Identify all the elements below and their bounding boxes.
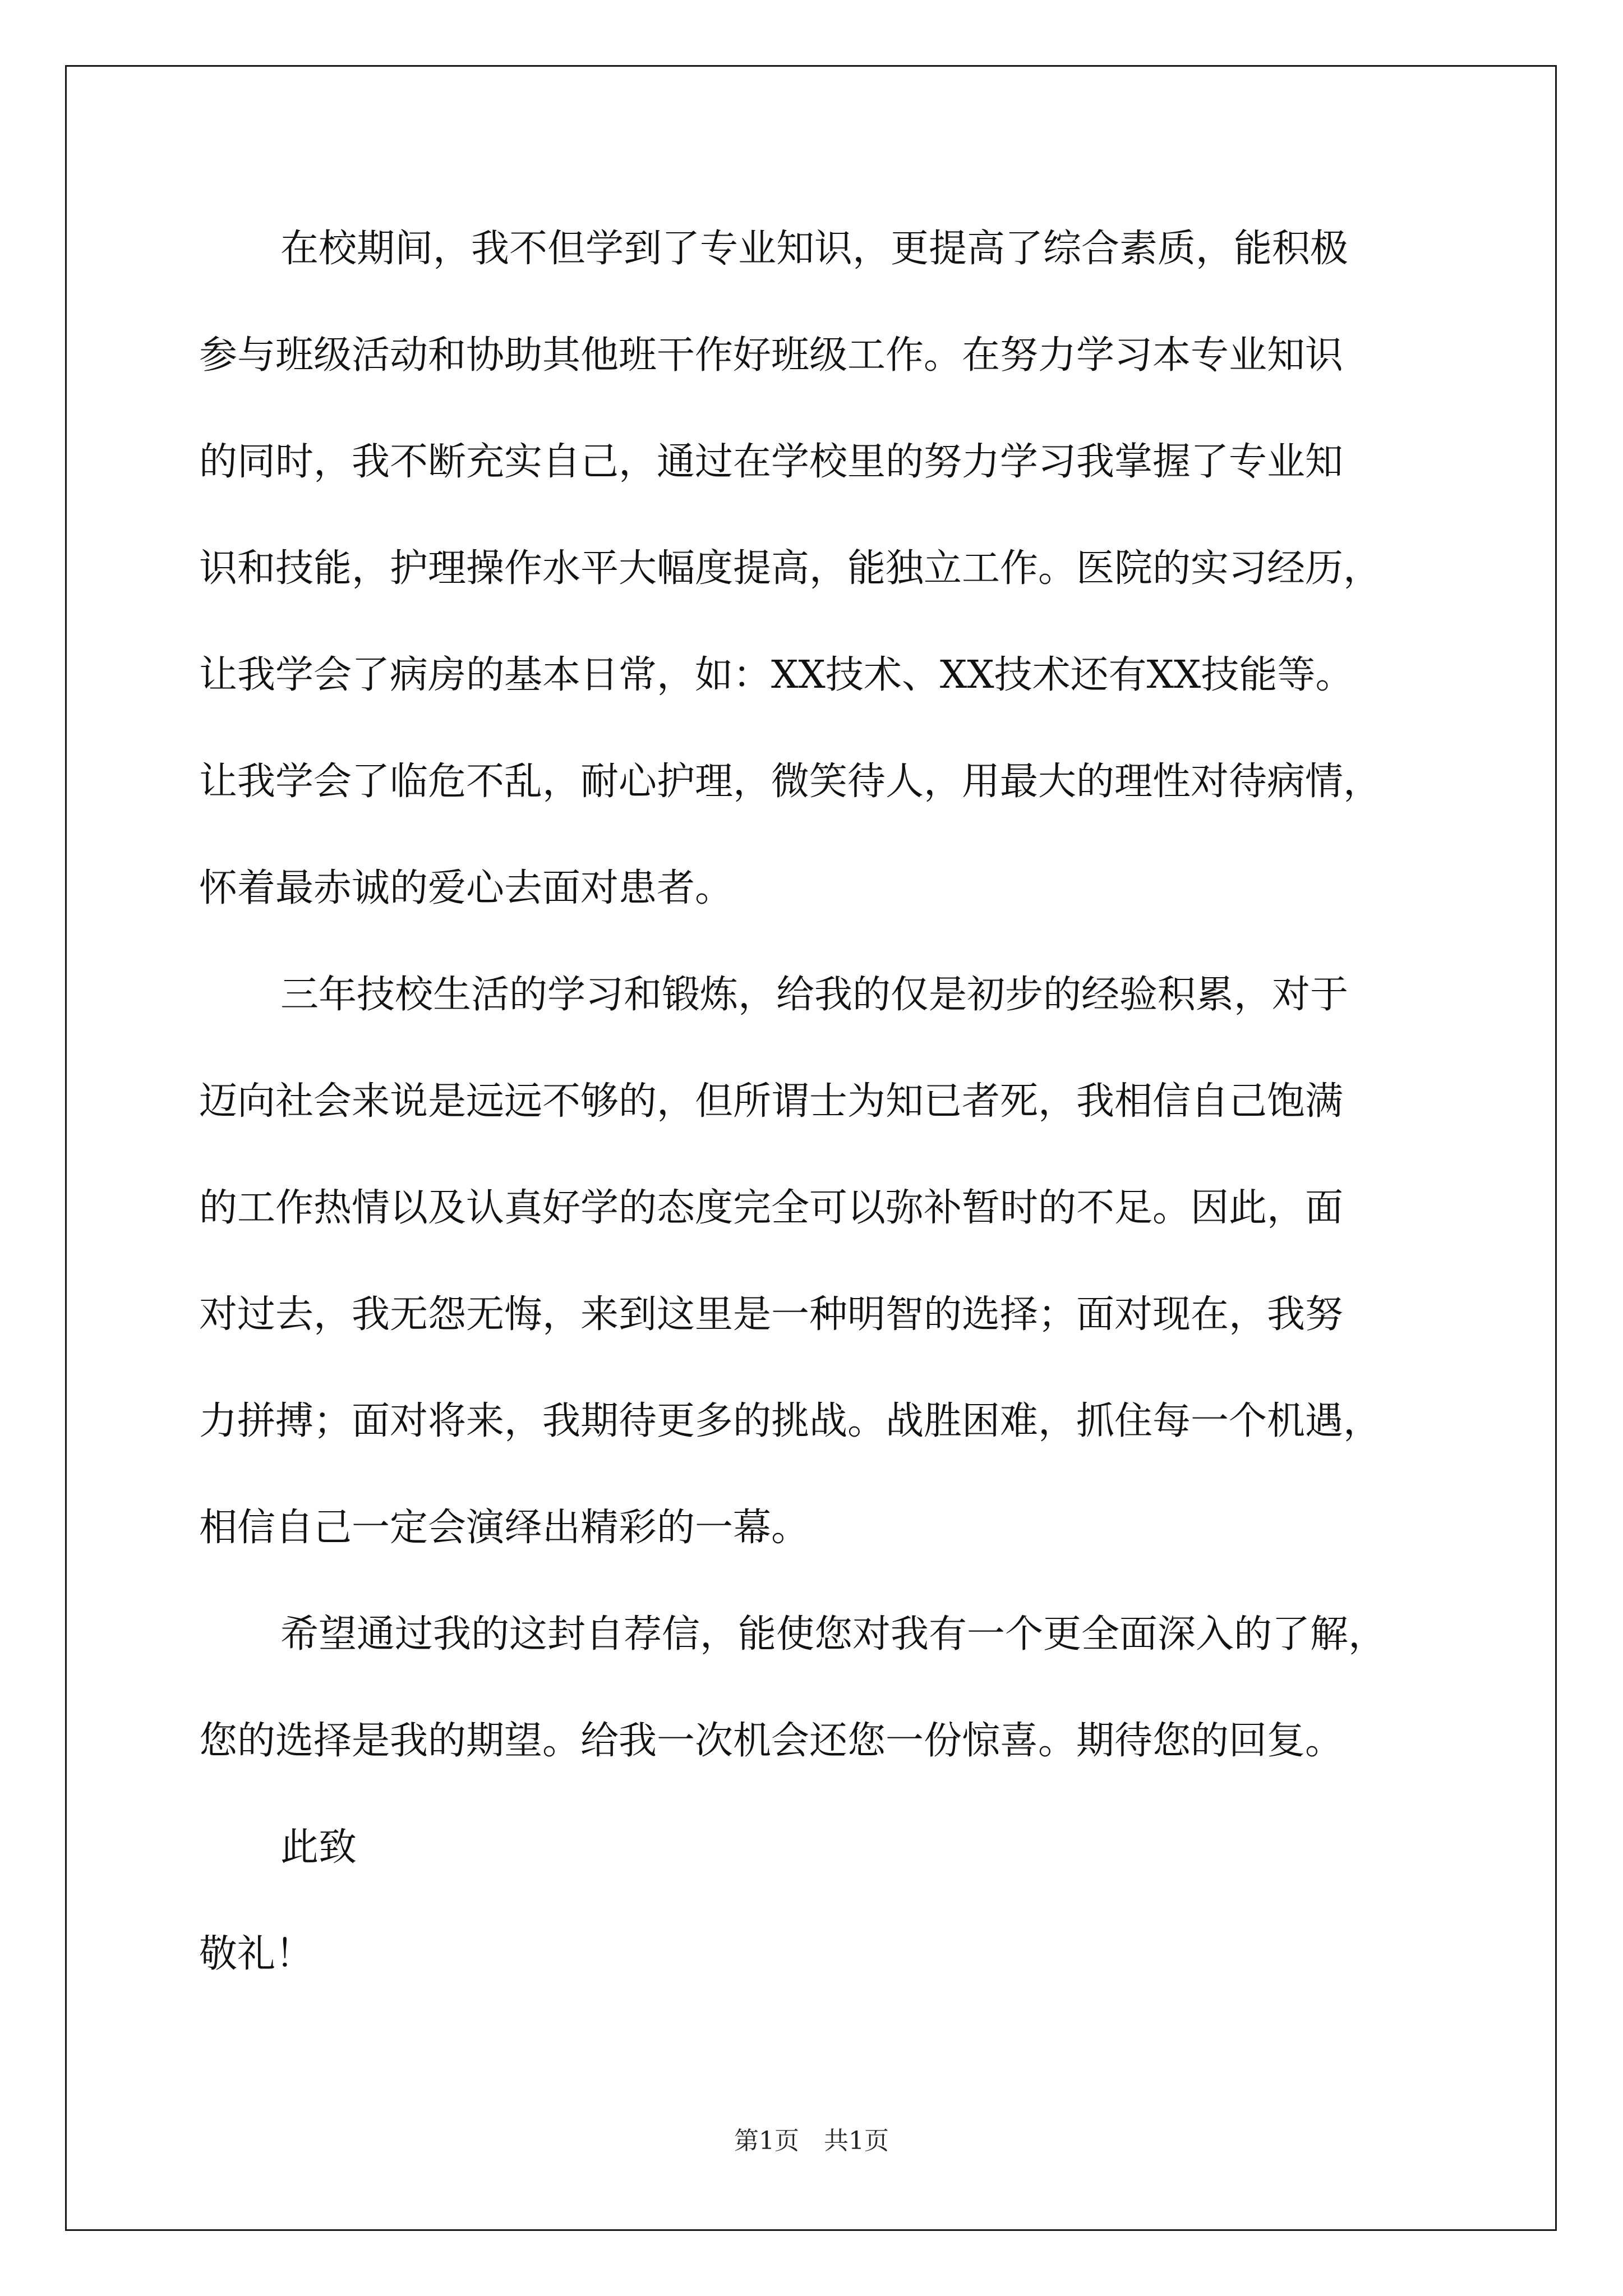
letter-line: 力拼搏；面对将来，我期待更多的挑战。战胜困难，抓住每一个机遇， [199, 1399, 1382, 1443]
letter-line: 此致 [280, 1825, 357, 1870]
letter-line: 的同时，我不断充实自己，通过在学校里的努力学习我掌握了专业知 [199, 440, 1344, 484]
letter-line: 参与班级活动和协助其他班干作好班级工作。在努力学习本专业知识 [199, 333, 1344, 378]
letter-line: 相信自己一定会演绎出精彩的一幕。 [199, 1506, 810, 1550]
letter-line: 希望通过我的这封自荐信，能使您对我有一个更全面深入的了解， [280, 1612, 1387, 1657]
letter-line: 您的选择是我的期望。给我一次机会还您一份惊喜。期待您的回复。 [199, 1719, 1344, 1763]
letter-line: 让我学会了病房的基本日常，如：XX技术、XX技术还有XX技能等。 [199, 653, 1354, 697]
letter-line: 识和技能，护理操作水平大幅度提高，能独立工作。医院的实习经历， [199, 546, 1382, 591]
letter-line: 让我学会了临危不乱，耐心护理，微笑待人，用最大的理性对待病情， [199, 760, 1382, 804]
letter-line: 三年技校生活的学习和锻炼，给我的仅是初步的经验积累，对于 [280, 973, 1349, 1017]
letter-line: 的工作热情以及认真好学的态度完全可以弥补暂时的不足。因此，面 [199, 1186, 1344, 1230]
page-footer: 第1页 共1页 [734, 2127, 889, 2155]
letter-line: 敬礼！ [199, 1932, 314, 1976]
letter-line: 对过去，我无怨无悔，来到这里是一种明智的选择；面对现在，我努 [199, 1292, 1344, 1337]
letter-line: 怀着最赤诚的爱心去面对患者。 [199, 866, 734, 910]
page-frame [65, 65, 1557, 2231]
letter-line: 迈向社会来说是远远不够的，但所谓士为知已者死，我相信自己饱满 [199, 1079, 1344, 1124]
letter-line: 在校期间，我不但学到了专业知识，更提高了综合素质，能积极 [280, 227, 1349, 271]
